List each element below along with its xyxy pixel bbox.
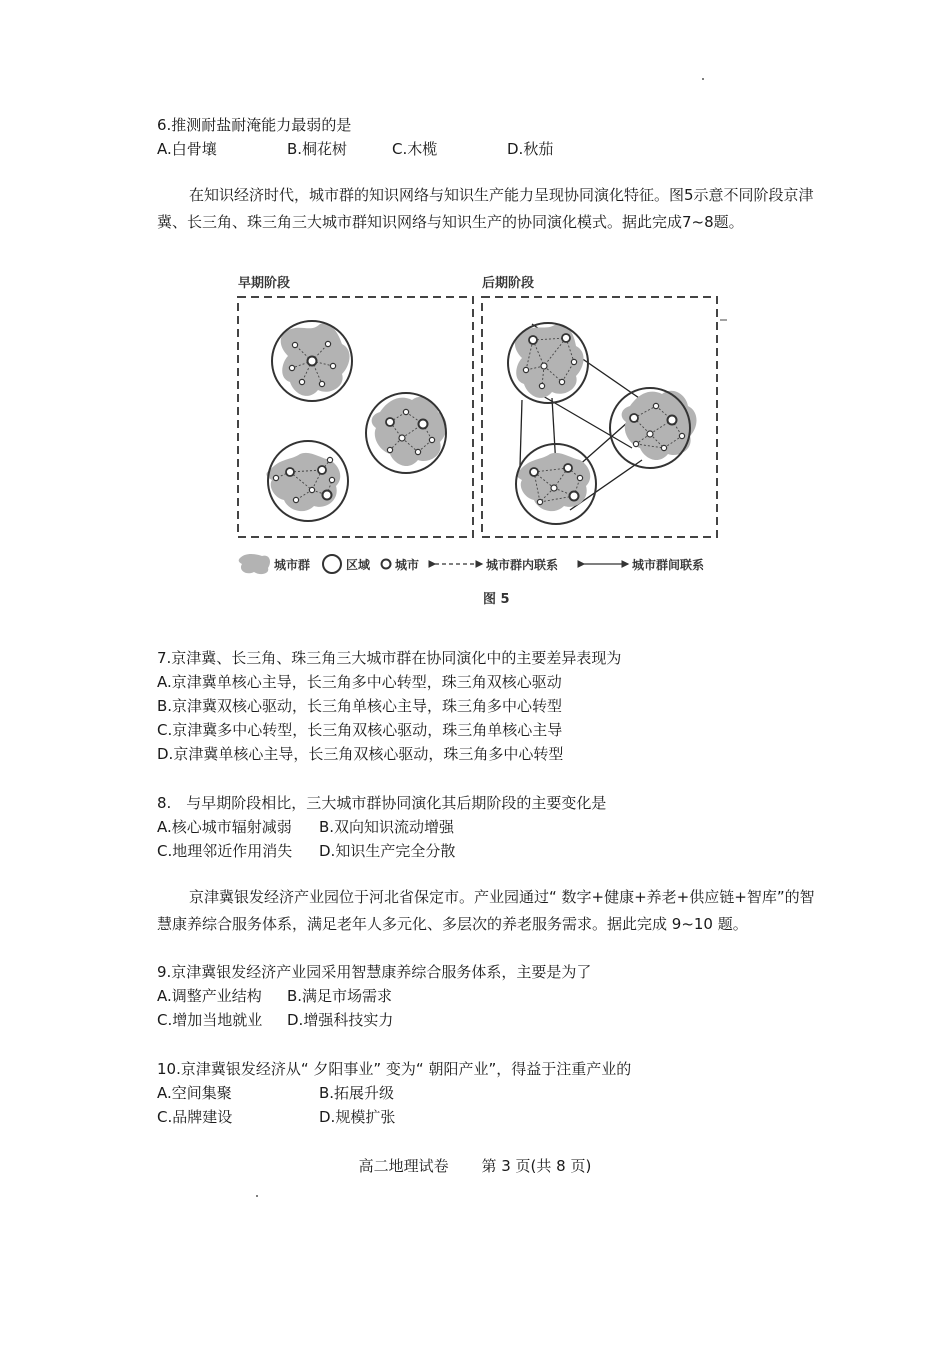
- q8-stem: 8. 与早期阶段相比，三大城市群协同演化其后期阶段的主要变化是: [157, 794, 607, 812]
- q8-option-a[interactable]: A.核心城市辐射减弱: [157, 818, 292, 836]
- early-cluster-yrd: [366, 393, 447, 473]
- footer-subject: 高二地理试卷: [358, 1157, 449, 1175]
- page-footer: [0, 1155, 950, 1176]
- panel-late-title: 后期阶段: [482, 276, 535, 291]
- legend-region-symbol: [323, 555, 341, 573]
- q9-option-b[interactable]: B.满足市场需求: [287, 987, 393, 1005]
- q7-option-c[interactable]: C.京津冀多中心转型，长三角双核心驱动，珠三角单核心主导: [157, 721, 563, 739]
- scan-speck: [256, 1195, 258, 1197]
- legend-cluster-swatch: [239, 554, 270, 574]
- q10-option-a[interactable]: A.空间集聚: [157, 1084, 232, 1102]
- figure-5: [230, 262, 730, 612]
- figure-legend: [239, 554, 704, 574]
- legend-city-label: 城市: [395, 558, 420, 572]
- legend-cluster-label: 城市群: [274, 558, 311, 572]
- q6-stem: 6.推测耐盐耐淹能力最弱的是: [157, 116, 352, 134]
- legend-city-symbol: [382, 560, 391, 569]
- q9-option-d[interactable]: D.增强科技实力: [287, 1011, 394, 1029]
- q6-option-a[interactable]: A.白骨壤: [157, 140, 217, 158]
- intro-paragraph-9-10: 京津冀银发经济产业园位于河北省保定市。产业园通过“ 数字+健康+养老+供应链+智库”的智慧康养综合服务体系，满足老年人多元化、多层次的养老服务需求。据此完成 9~10 题。: [157, 888, 815, 933]
- q8-option-c[interactable]: C.地理邻近作用消失: [157, 842, 293, 860]
- q10-option-c[interactable]: C.品牌建设: [157, 1108, 233, 1126]
- q6-option-c[interactable]: C.木榄: [392, 140, 438, 158]
- q6-option-b[interactable]: B.桐花树: [287, 140, 348, 158]
- legend-intra-link-label: 城市群内联系: [486, 558, 559, 572]
- q10-option-b[interactable]: B.拓展升级: [319, 1084, 395, 1102]
- q7-option-d[interactable]: D.京津冀单核心主导，长三角双核心驱动，珠三角多中心转型: [157, 745, 564, 763]
- q9-option-c[interactable]: C.增加当地就业: [157, 1011, 263, 1029]
- late-cluster-jjj: [508, 323, 588, 403]
- legend-region-label: 区域: [346, 558, 371, 572]
- early-cluster-prd: [267, 441, 349, 521]
- q9-stem: 9.京津冀银发经济产业园采用智慧康养综合服务体系，主要是为了: [157, 963, 592, 981]
- q7-option-b[interactable]: B.京津冀双核心驱动，长三角单核心主导，珠三角多中心转型: [157, 697, 563, 715]
- q6-option-d[interactable]: D.秋茄: [507, 140, 554, 158]
- late-cluster-prd: [516, 444, 596, 524]
- figure-caption: 图 5: [483, 592, 510, 607]
- q8-option-d[interactable]: D.知识生产完全分散: [319, 842, 456, 860]
- early-cluster-jjj: [272, 321, 352, 401]
- panel-early-title: 早期阶段: [238, 276, 291, 291]
- footer-page-number: 第 3 页(共 8 页): [481, 1157, 592, 1175]
- q10-option-d[interactable]: D.规模扩张: [319, 1108, 396, 1126]
- intro-paragraph-7-8: 在知识经济时代，城市群的知识网络与知识生产能力呈现协同演化特征。图5示意不同阶段京津冀、长三角、珠三角三大城市群知识网络与知识生产的协同演化模式。据此完成7~8题。: [157, 186, 814, 231]
- q10-stem: 10.京津冀银发经济从“ 夕阳事业” 变为“ 朝阳产业”，得益于注重产业的: [157, 1060, 632, 1078]
- legend-inter-link-label: 城市群间联系: [632, 558, 705, 572]
- q8-option-b[interactable]: B.双向知识流动增强: [319, 818, 455, 836]
- q7-option-a[interactable]: A.京津冀单核心主导，长三角多中心转型，珠三角双核心驱动: [157, 673, 562, 691]
- scan-speck: [702, 78, 704, 80]
- q7-stem: 7.京津冀、长三角、珠三角三大城市群在协同演化中的主要差异表现为: [157, 649, 622, 667]
- late-cluster-yrd: [610, 388, 697, 468]
- q9-option-a[interactable]: A.调整产业结构: [157, 987, 262, 1005]
